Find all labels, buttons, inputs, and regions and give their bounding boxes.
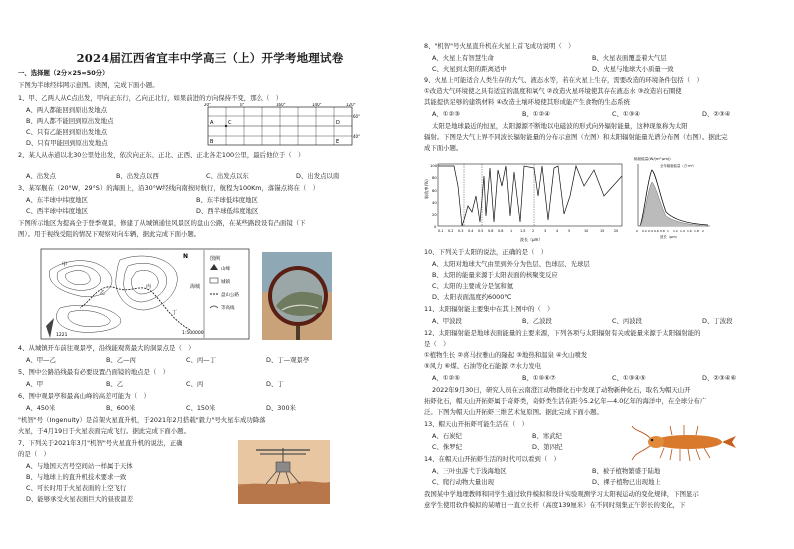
grid-point: A [210,120,214,126]
intro-text: "机智"号（Ingenuity）是首架火星直升机，于2021年2月搭载"毅力"号火星车成功降落 [18,416,266,424]
question-11: 11、太阳辐射能主要集中在其上图中的（ ） [424,305,554,313]
option: D、②③④ [702,110,731,118]
question-8: 8、"机智"号火星直升机在火星上首飞成功说明（ ） [424,42,575,50]
question-6: 6、图中观景亭和最高山峰的高差可能为（ ） [18,392,150,400]
spectrum-xtick: 1.5 [520,229,526,233]
option: B、乙—丙 [106,356,136,364]
map-place: 乙 [100,290,106,296]
option: A、出发点 [26,172,56,180]
intro-text: 拓虾化石，帽天山开拓虾属于奇虾类，奇虾类生活在距今5.2亿年—4.0亿年的海洋中，在全球分布广 [424,397,707,405]
radiation-energy-figure [630,156,712,240]
intro-text: 意学生使用软件模拟的某晴日一直立长杆（高度139厘米）在不同时刻集正午影长的变化，下 [424,501,686,509]
option: D、太阳表面温度约6000℃ [432,293,512,301]
question-7: 7、下列关于2021年3月"机智"号火星直升机的说法，正确 [18,439,183,447]
option: A、①②⑤ [432,374,460,382]
spectrum-xtick: 3 [544,229,547,233]
exam-title: 2024届江西省宜丰中学高三（上）开学考地理试卷 [76,51,344,65]
option: D、裸子植物已出现地上 [592,478,661,486]
option: C、侏罗纪 [432,443,463,451]
energy-xtick: 0.6 [654,229,659,233]
option: D、只有甲能回到原出发地点 [26,139,108,147]
option: C、丙 [186,380,204,388]
question-14: 14、在帽天山开拓虾生活的时代可以看到（ ） [424,455,560,463]
grid-point: C [228,120,232,126]
mars-helicopter-photo [238,440,330,504]
option: D、出发点以南 [296,172,340,180]
intro-text: 2022年9月30日，研究人员在云南澄江动物群化石中发现了动物新种化石，取名为帽天山开 [432,386,691,394]
energy-xlabel: 波长（μm） [660,235,680,239]
intro-text: 下图所示地区为提高全于登季观景，修建了从城镇通往风景区的盘山公路，在某些路段设有凸面镜（下 [18,219,306,227]
energy-legend: 全年辐射能量（万·m²） [660,164,697,168]
map-legend-item: 城镇 [221,280,230,285]
intro-text: 火星，于4月19日于火星表面完成飞行。据此完成下面小题。 [18,427,190,435]
option: C、①③④⑤ [612,374,646,382]
option: B、两人都不能回到原出发地点 [26,117,114,125]
energy-xtick: 1.6 [687,229,692,233]
option: A、450米 [26,404,56,412]
question-4: 4、从城镇开车前往观景亭，沿线能观赏最大的洞景点是（ ） [18,344,195,352]
energy-xtick: 0.8 [660,229,665,233]
option: C、西半球中纬度地区 [26,207,88,215]
spectrum-xtick: 10 [584,229,589,233]
option: B、火星表面覆盖着大气层 [592,54,667,62]
grid-point: E [336,139,340,145]
spectrum-ylabel: 吸收率(%) [424,179,429,199]
option: C、只有乙能回到原出发地点 [26,128,108,136]
option: D、西半球低纬度地区 [196,207,259,215]
spectrum-xtick: 4 [556,229,559,233]
map-scale: 1:500000 [182,331,204,336]
option: B、①②④ [522,110,550,118]
option: D、火星与地球大小质量一致 [592,65,674,73]
section-heading: 一、选择题（2分×25=50分） [18,69,109,77]
fossil-shrimp-illustration [628,422,738,466]
energy-xtick: 2 [702,229,704,233]
spectrum-xtick: 1 [510,229,513,233]
intro-text: 辐射。下图是大气上界不同波长辐射能量的分布示意图（左图）和太阳辐射能量光谱分布图（右图）。据此完 [424,133,728,141]
question-12: ⑤风力 ⑥煤、石油等化石能源 ⑦水力发电 [424,362,542,370]
option: A、甲—乙 [26,356,56,364]
option: B、太阳的能量来源于太阳表面的核聚变反应 [432,271,558,279]
question-9: 9、火星上可能适合人类生存的大气、液态水等，若在火星上生存，需要改造的环境条件包括（ ） [424,76,703,84]
spectrum-ytick: 40 [432,200,437,205]
spectrum-xtick: 0.3 [458,229,464,233]
question-1: 1、甲、乙两人从C点出发，甲向正东行，乙向正北行，如果前进的方向保持不变，那么（ ） [18,94,283,102]
spectrum-xtick: 0.5 [478,229,484,233]
intro-text: 下图为半球经纬网示意图。读图，完成下面小题。 [18,81,159,89]
grid-lon-label: 0° [240,103,245,107]
spectrum-ytick: 100 [430,163,438,168]
option: A、石炭纪 [432,432,462,440]
grid-lon-label: 20° [204,103,212,107]
option: C、火星到太阳的距离适中 [432,65,507,73]
spectrum-xtick: 20 [614,229,619,233]
absorption-spectrum-figure [424,156,626,246]
option: C、①③④ [612,110,641,118]
energy-xtick: 1.2 [673,229,678,233]
grid-lat-label: 60° [353,114,360,119]
option: B、被子植物繁盛于陆地 [592,467,661,475]
option: B、寒武纪 [532,432,562,440]
convex-mirror-photo [262,252,332,340]
grid-lon-label: 120° [346,103,356,107]
question-12: 是（ ） [424,340,450,348]
map-place: 海城 [190,284,201,290]
option: C、出发点以东 [206,172,249,180]
option: C、150米 [186,404,216,412]
grid-point: B [210,139,214,145]
map-peak-value: 1221 [56,333,68,338]
option: A、三叶虫游弋于浅海地区 [432,467,507,475]
spectrum-xtick: 0.1 [438,229,444,233]
option: B、东半球低纬度地区 [196,196,258,204]
map-legend-item: 山峰 [221,267,230,272]
map-place: 丁 [172,310,178,316]
option: C、爬行动物大量出现 [432,478,494,486]
option: B、与地球上的直升机技术要求一致 [26,473,127,481]
option: D、第四纪 [532,443,563,451]
grid-lon-label: 160° [276,103,286,107]
spectrum-xtick: 0.4 [468,229,474,233]
map-legend-item: 等高线 [221,306,235,311]
option: B、乙 [106,380,124,388]
question-12: 12、太阳辐射能是地球表面能量的主要来源，下列各项与太阳辐射有关或能量来源于太阳辐射能的 [424,329,701,337]
option: D、300米 [266,404,296,412]
question-12: ①植物生长 ②喜马拉雅山的隆起 ③地热和温泉 ④火山喷发 [424,351,588,359]
option: D、能够承受火星表面巨大的昼夜温差 [26,495,134,503]
energy-xtick: 1.8 [694,229,699,233]
option: C、可长时用于火星表面的上空飞行 [26,484,127,492]
option: B、出发点以西 [116,172,159,180]
option: B、乙波段 [522,317,552,325]
spectrum-xtick: 2 [532,229,535,233]
option: D、丁波段 [702,317,733,325]
spectrum-xlabel: 波长（μm） [520,237,543,242]
spectrum-ytick: 0 [434,224,437,229]
option: A、与地国天宫号空间站一样属于天体 [26,462,133,470]
intro-text: 成下面小题。 [424,144,463,152]
intro-text: 太阳是地球最近的恒星，太阳源源不断地以电磁波的形式向外辐射能量，这种现象称为太阳 [432,122,688,130]
grid-lat-label: 40° [353,134,360,139]
map-legend-title: 图例 [210,256,221,262]
question-9: 其能提供足够的建筑材料 ④改造土壤环境使其形成能产生食物的生态系统 [424,98,630,106]
spectrum-xtick: 0.6 [488,229,494,233]
energy-xtick: 0 [636,229,638,233]
energy-ylabel: 辐射能量(W/(m²·μm)) [634,157,671,161]
option: A、东半球中纬度地区 [26,196,88,204]
question-10: 10、下列关于太阳的说法，正确的是（ ） [424,248,548,256]
option: D、丁 [266,380,284,388]
question-7: 的是（ ） [18,450,50,458]
option: A、甲波段 [432,317,462,325]
spectrum-xtick: 0.8 [498,229,504,233]
question-9: ①改造大气环境使之具有适宜的温度和氧气 ②改造火星环境使其存在液态水 ③改造岩石圈使 [424,87,682,95]
option: A、两人都能回到原出发地点 [26,106,108,114]
intro-text: 泛。下图为帽天山开拓虾三维艺术复原图。据此完成下面小题。 [424,408,603,416]
spectrum-xtick: 0.2 [448,229,454,233]
map-place: 甲 [62,262,68,268]
grid-point: D [336,120,340,126]
intro-text: 我国某中学地理教师和同学生通过软件模拟和设计实验观测学习太阳视运动的变化规律，下图显示 [424,490,699,498]
spectrum-ytick: 20 [432,212,437,217]
spectrum-xtick: 15 [600,229,605,233]
map-legend-item: 盘山公路 [221,293,239,298]
option: C、太阳的主要成分是氢和氦 [432,282,514,290]
option: B、①⑤⑥⑦ [522,374,556,382]
map-north: N [183,253,189,260]
option: A、甲 [26,380,44,388]
map-place: 丙 [146,284,152,290]
option: A、①②③ [432,110,460,118]
topographic-map [40,248,250,340]
question-2: 2、某人从赤道以北30公里处出发，依次向正东、正北、正西、正北各走100公里，最后他位于（ ） [18,151,305,159]
option: D、丁—观景亭 [266,356,310,364]
option: A、火星上有智慧生命 [432,54,494,62]
intro-text: 图）。用于视线受阻的情况下观察对向车辆，据此完成下面小题。 [18,230,201,238]
option: C、丙波段 [612,317,643,325]
option: C、丙—丁 [186,356,217,364]
question-5: 5、图中公路沿线最有必要设置凸面镜的地点是（ ） [18,368,170,376]
energy-xtick: 1 [667,229,669,233]
energy-xtick: 0.4 [648,229,653,233]
energy-xtick: 1.4 [680,229,685,233]
spectrum-xtick: 5 [568,229,571,233]
lat-long-grid-figure [200,103,360,149]
spectrum-ytick: 80 [432,175,437,180]
energy-xtick: 0.2 [642,229,647,233]
option: A、太阳对地球大气由里到外分为色层、色球层、光球层 [432,260,590,268]
question-3: 3、某军舰在（20°W，29°S）的海面上，沿30°W经线向南按时航行，航程为100Km，落锚点将在（ ） [18,184,320,192]
option: D、②③④⑥ [702,374,737,382]
spectrum-ytick: 60 [432,188,437,193]
grid-lon-label: 140° [312,103,322,107]
question-13: 13、帽天山开拓虾可能生活在（ ） [424,420,528,428]
option: B、600米 [106,404,136,412]
